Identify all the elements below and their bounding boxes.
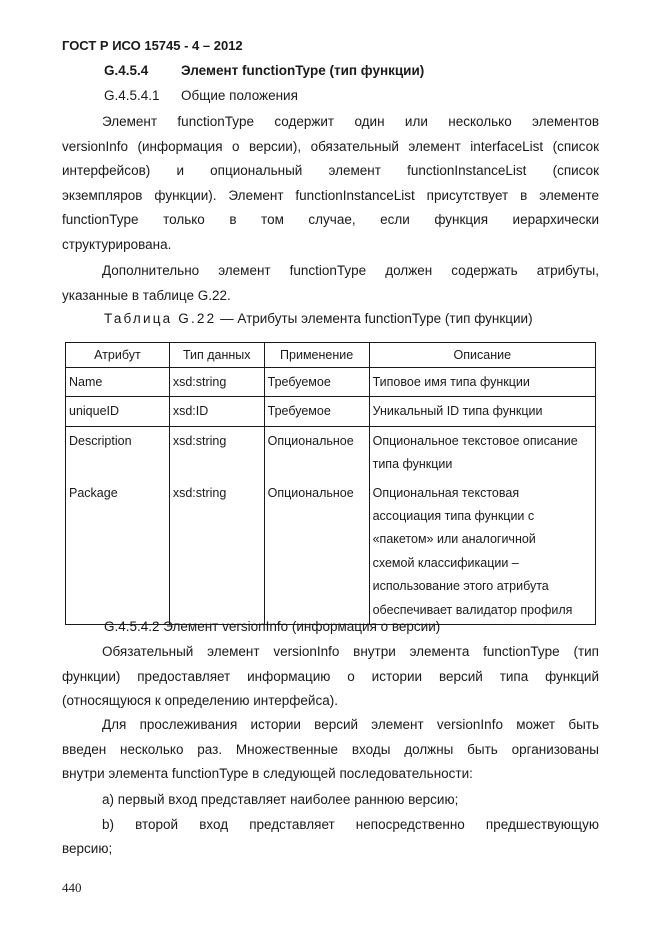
paragraph-line: functionType только в том случае, если функция иерархически [62, 212, 599, 227]
list-item-b: b) второй вход представляет непосредственно предшествующую [102, 816, 599, 832]
table-row [66, 397, 596, 426]
list-sequence [62, 788, 599, 862]
column-header-description: Описание [369, 343, 595, 368]
table-row [66, 426, 596, 478]
table-caption-label: Таблица G.22 [104, 311, 217, 326]
page-number: 440 [62, 880, 82, 895]
paragraph-line: Для прослеживания истории версий элемент versionInfo может быть [102, 717, 599, 732]
paragraph-version-history [62, 713, 599, 787]
paragraph-line: Элемент functionType содержит один или несколько элементов [102, 114, 599, 129]
cell-description: Уникальный ID типа функции [369, 397, 595, 426]
section-number: G.4.5.4 [104, 63, 149, 78]
table-caption [104, 311, 533, 326]
description-line: «пакетом» или аналогичной [372, 532, 536, 547]
description-line: Опциональное текстовое описание [372, 433, 578, 448]
paragraph-line: экземпляров функции). Элемент functionInstanceList присутствует в элементе [62, 187, 599, 203]
cell-type: xsd:ID [169, 397, 264, 426]
cell-attribute: Description [66, 426, 170, 478]
section-title: Элемент functionType (тип функции) [181, 63, 425, 78]
cell-usage: Опциональное [264, 479, 369, 625]
paragraph-version-info [62, 640, 599, 714]
cell-usage: Требуемое [264, 368, 369, 397]
attributes-table [65, 342, 596, 625]
cell-type: xsd:string [169, 368, 264, 397]
paragraph-line: интерфейсов) и опциональный элемент functionInstanceList (список [62, 163, 599, 178]
cell-type: xsd:string [169, 426, 264, 478]
description-line: ассоциация типа функции с [372, 509, 535, 524]
paragraph-line: (относящуюся к определению интерфейса). [62, 693, 338, 708]
paragraph-line: функции) предоставляет информацию о истории версий типа функций [62, 668, 599, 684]
paragraph-line: Обязательный элемент versionInfo внутри элемента functionType (тип [102, 644, 599, 659]
description-line: типа функции [372, 457, 453, 472]
column-header-attribute: Атрибут [66, 343, 170, 368]
paragraph-line: структурирована. [62, 236, 172, 252]
paragraph-line: указанные в таблице G.22. [62, 287, 231, 303]
subsection-title: Общие положения [181, 88, 298, 103]
paragraph-function-type [62, 110, 599, 257]
paragraph-line: внутри элемента functionType в следующей последовательности: [62, 766, 473, 781]
document-header: ГОСТ Р ИСО 15745 - 4 – 2012 [62, 38, 243, 53]
cell-usage: Требуемое [264, 397, 369, 426]
column-header-usage: Применение [264, 343, 369, 368]
cell-attribute: uniqueID [66, 397, 170, 426]
paragraph-attributes [62, 259, 599, 308]
cell-description [369, 479, 595, 625]
table-header-row [66, 343, 596, 368]
cell-usage: Опциональное [264, 426, 369, 478]
cell-type: xsd:string [169, 479, 264, 625]
cell-attribute: Name [66, 368, 170, 397]
paragraph-line: versionInfo (информация о версии), обязательный элемент interfaceList (список [62, 138, 599, 154]
table-caption-text: — Атрибуты элемента functionType (тип функции) [216, 311, 533, 326]
list-item-a: a) первый вход представляет наиболее раннюю версию; [102, 792, 459, 807]
paragraph-line: введен несколько раз. Множественные входы должны быть организованы [62, 741, 599, 757]
subsection-heading: G.4.5.4.2 Элемент versionInfo (информация о версии) [104, 619, 441, 634]
description-line: схемой классификации – [372, 555, 519, 570]
list-item-b-continuation: версию; [62, 841, 113, 856]
description-line: использование этого атрибута [372, 579, 549, 594]
table-row [66, 479, 596, 625]
column-header-type: Тип данных [169, 343, 264, 368]
cell-attribute: Package [66, 479, 170, 625]
table-row [66, 368, 596, 397]
cell-description [369, 426, 595, 478]
cell-description: Типовое имя типа функции [369, 368, 595, 397]
description-line: Опциональная текстовая [372, 485, 520, 500]
subsection-number: G.4.5.4.1 [104, 88, 160, 103]
description-line: обеспечивает валидатор профиля [372, 602, 573, 617]
paragraph-line: Дополнительно элемент functionType должен содержать атрибуты, [102, 263, 599, 278]
